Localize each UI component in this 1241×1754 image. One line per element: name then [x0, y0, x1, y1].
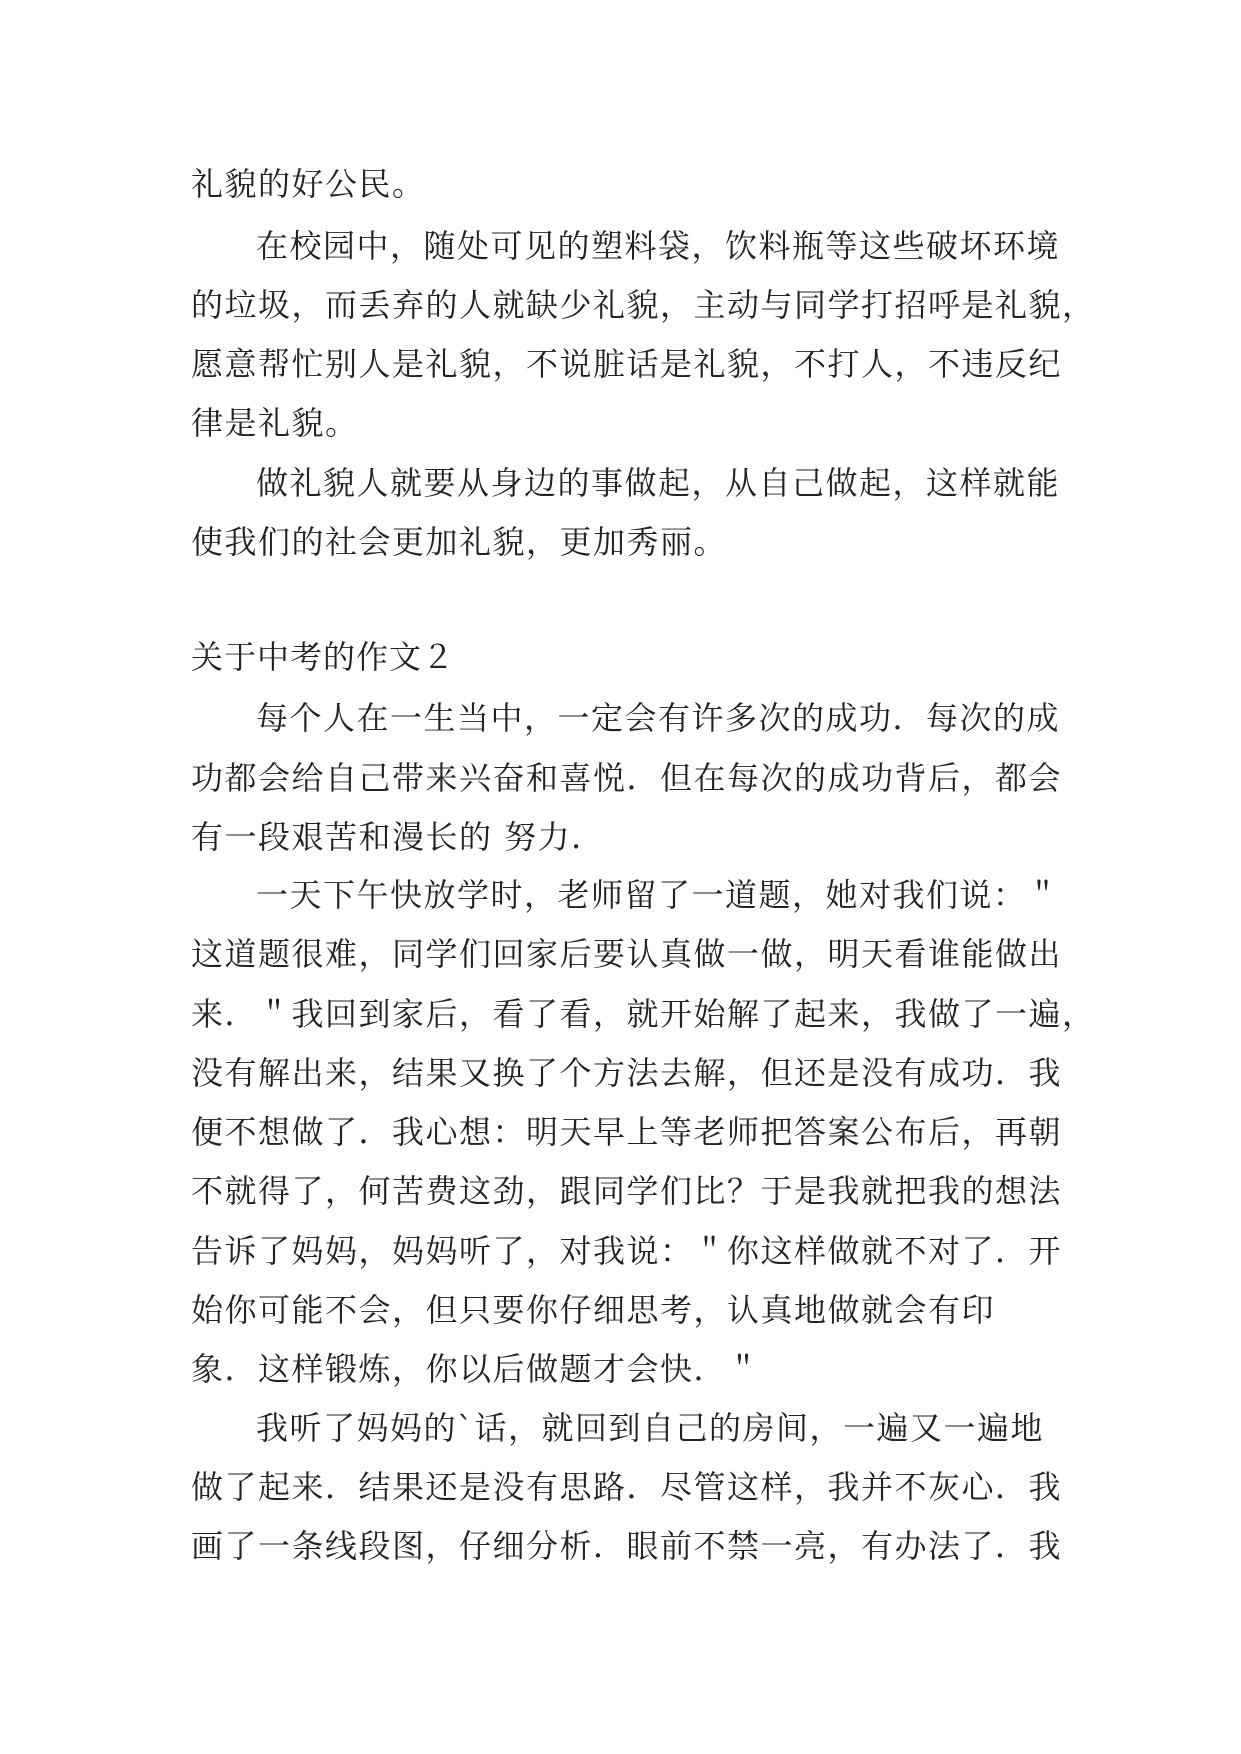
text-line: 的垃圾，而丢弃的人就缺少礼貌，主动与同学打招呼是礼貌， — [191, 286, 1096, 324]
text-line: 我听了妈妈的`话，就回到自己的房间，一遍又一遍地 — [256, 1409, 1045, 1447]
text-line: 功都会给自己带来兴奋和喜悦．但在每次的成功背后，都会 — [191, 759, 1063, 797]
text-line: 做了起来．结果还是没有思路．尽管这样，我并不灰心．我 — [191, 1468, 1063, 1506]
text-line: 始你可能不会，但只要你仔细思考，认真地做就会有印 — [191, 1291, 996, 1329]
text-line: 律是礼貌。 — [191, 404, 359, 442]
text-line: 不就得了，何苦费这劲，跟同学们比？于是我就把我的想法 — [191, 1172, 1063, 1210]
text-line: 做礼貌人就要从身边的事做起，从自己做起，这样就能 — [256, 464, 1061, 502]
text-line: 使我们的社会更加礼貌，更加秀丽。 — [191, 523, 728, 561]
text-line: 礼貌的好公民。 — [191, 165, 426, 203]
text-line: 便不想做了．我心想：明天早上等老师把答案公布后，再朝 — [191, 1113, 1063, 1151]
text-line: 每个人在一生当中，一定会有许多次的成功．每次的成 — [256, 699, 1061, 737]
section-heading: 关于中考的作文２ — [191, 638, 456, 676]
text-line: 在校园中，随处可见的塑料袋，饮料瓶等这些破坏环境 — [256, 227, 1061, 265]
text-line: 画了一条线段图，仔细分析．眼前不禁一亮，有办法了．我 — [191, 1527, 1063, 1565]
text-line: 一天下午快放学时，老师留了一道题，她对我们说：＂ — [256, 876, 1061, 914]
text-line: 象．这样锻炼，你以后做题才会快．＂ — [191, 1350, 761, 1388]
text-line: 没有解出来，结果又换了个方法去解，但还是没有成功．我 — [191, 1054, 1063, 1092]
text-line: 来．＂我回到家后，看了看，就开始解了起来，我做了一遍， — [191, 995, 1096, 1033]
text-line: 这道题很难，同学们回家后要认真做一做，明天看谁能做出 — [191, 935, 1063, 973]
text-line: 告诉了妈妈，妈妈听了，对我说：＂你这样做就不对了．开 — [191, 1232, 1063, 1270]
text-line: 有一段艰苦和漫长的 努力． — [191, 818, 605, 856]
text-line: 愿意帮忙别人是礼貌，不说脏话是礼貌，不打人，不违反纪 — [191, 345, 1063, 383]
